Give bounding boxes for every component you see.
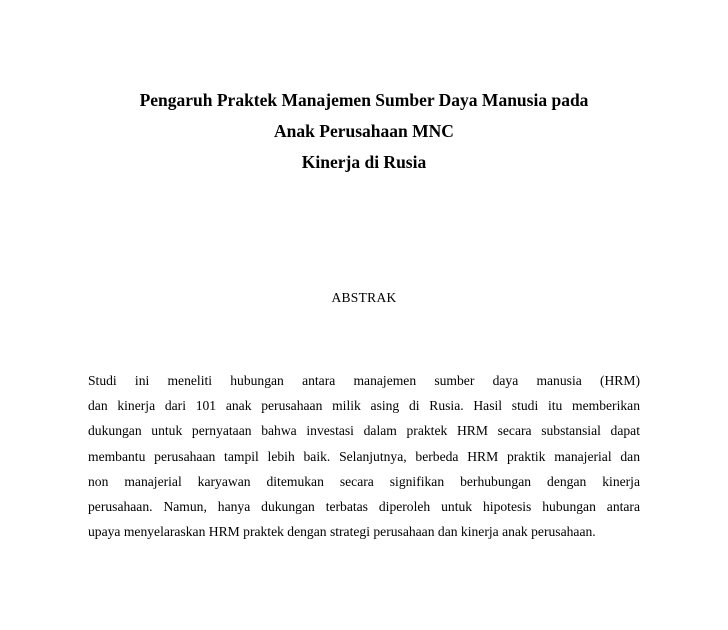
abstract-line: dukungan untuk pernyataan bahwa investasi dalam praktek HRM secara substansial dapat — [88, 423, 640, 439]
abstract-line: non manajerial karyawan ditemukan secara signifikan berhubungan dengan kinerja — [88, 473, 640, 489]
abstract-line: Studi ini meneliti hubungan antara manajemen sumber daya manusia (HRM) — [88, 373, 640, 388]
abstract-paragraph — [88, 368, 640, 544]
abstract-line: dan kinerja dari 101 anak perusahaan milik asing di Rusia. Hasil studi itu memberikan — [88, 398, 640, 414]
title-line-3: Kinerja di Rusia — [301, 152, 427, 172]
title-line-1: Pengaruh Praktek Manajemen Sumber Daya Manusia pada — [139, 90, 589, 110]
abstract-heading: ABSTRAK — [331, 290, 397, 305]
abstract-line: membantu perusahaan tampil lebih baik. Selanjutnya, berbeda HRM praktik manajerial dan — [88, 448, 640, 464]
abstract-line: perusahaan. Namun, hanya dukungan terbatas diperoleh untuk hipotesis hubungan antara — [88, 499, 640, 515]
title-line-2: Anak Perusahaan MNC — [274, 121, 454, 141]
abstract-line: upaya menyelaraskan HRM praktek dengan strategi perusahaan dan kinerja anak perusahaan. — [88, 524, 596, 540]
